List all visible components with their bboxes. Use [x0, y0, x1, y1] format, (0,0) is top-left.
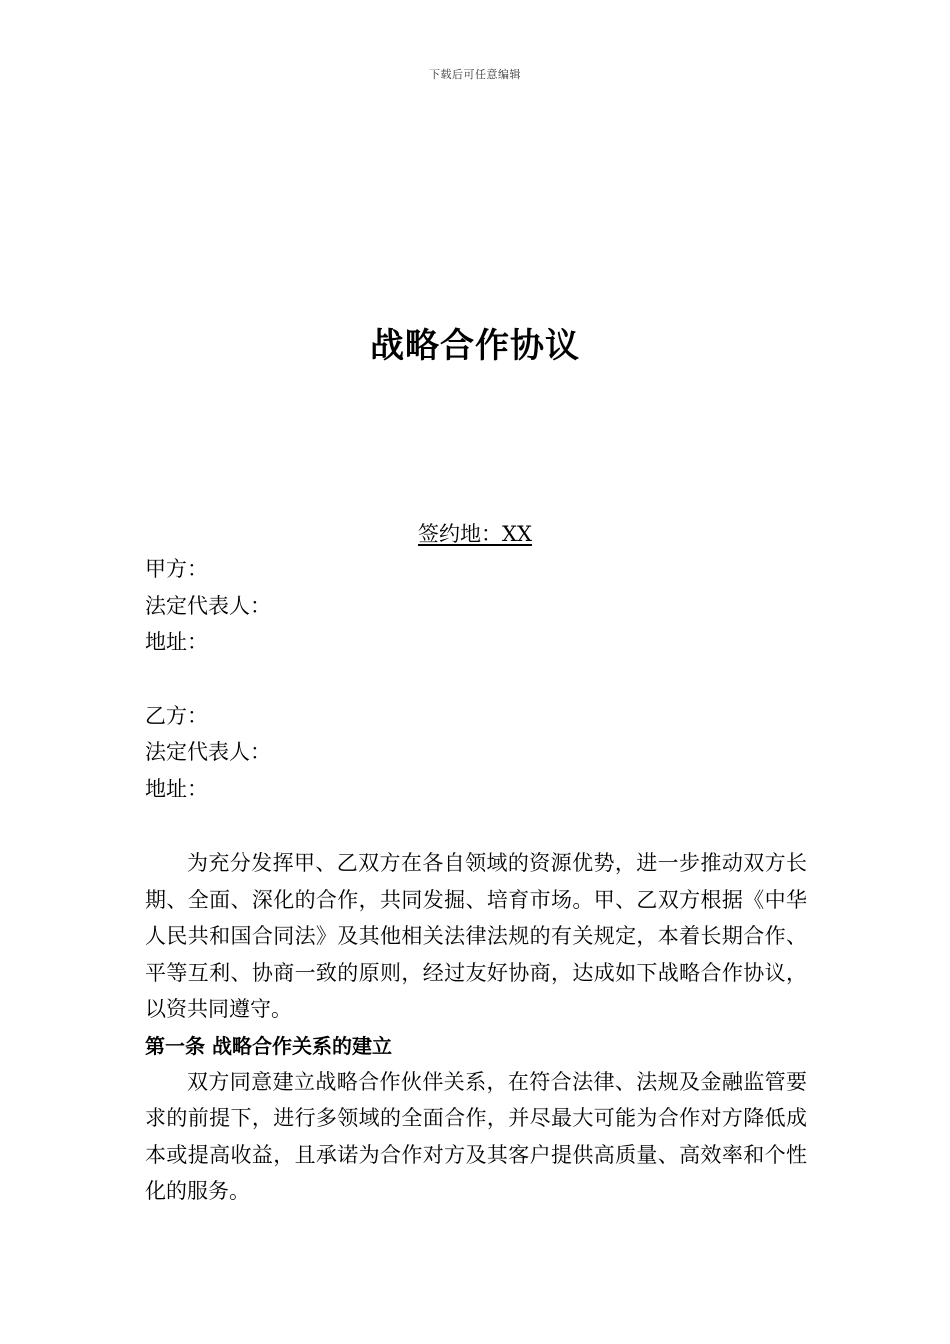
spacer — [145, 661, 807, 698]
party-b-address-label: 地址： — [145, 776, 208, 801]
party-a-block — [145, 551, 807, 661]
signing-place-text: 签约地：XX — [418, 522, 532, 546]
article-1-paragraph: 双方同意建立战略合作伙伴关系，在符合法律、法规及金融监管要求的前提下，进行多领域的全面合作，并尽最大可能为合作对方降低成本或提高收益，且承诺为合作对方及其客户提供高质量、高效率和个性化的服务。 — [145, 1069, 807, 1203]
intro-paragraph: 为充分发挥甲、乙双方在各自领域的资源优势，进一步推动双方长期、全面、深化的合作，共同发掘、培育市场。甲、乙双方根据《中华人民共和国合同法》及其他相关法律法规的有关规定，本着长期合作、平等互利、协商一致的原则，经过友好协商，达成如下战略合作协议，以资共同遵守。 — [145, 851, 807, 1021]
party-b-rep-label: 法定代表人： — [145, 740, 271, 764]
header-note: 下载后可任意编辑 — [429, 68, 521, 81]
party-a-name-label: 甲方： — [145, 557, 208, 581]
party-a-rep-label: 法定代表人： — [145, 593, 271, 618]
document-title: 战略合作协议 — [370, 326, 580, 366]
party-a-address-label: 地址： — [145, 630, 208, 654]
party-b-block — [145, 698, 807, 808]
signing-place — [0, 518, 950, 548]
spacer — [145, 807, 807, 845]
party-b-name-label: 乙方： — [145, 703, 208, 728]
document-body — [145, 551, 807, 1210]
article-1-heading: 第一条 战略合作关系的建立 — [145, 1033, 392, 1058]
